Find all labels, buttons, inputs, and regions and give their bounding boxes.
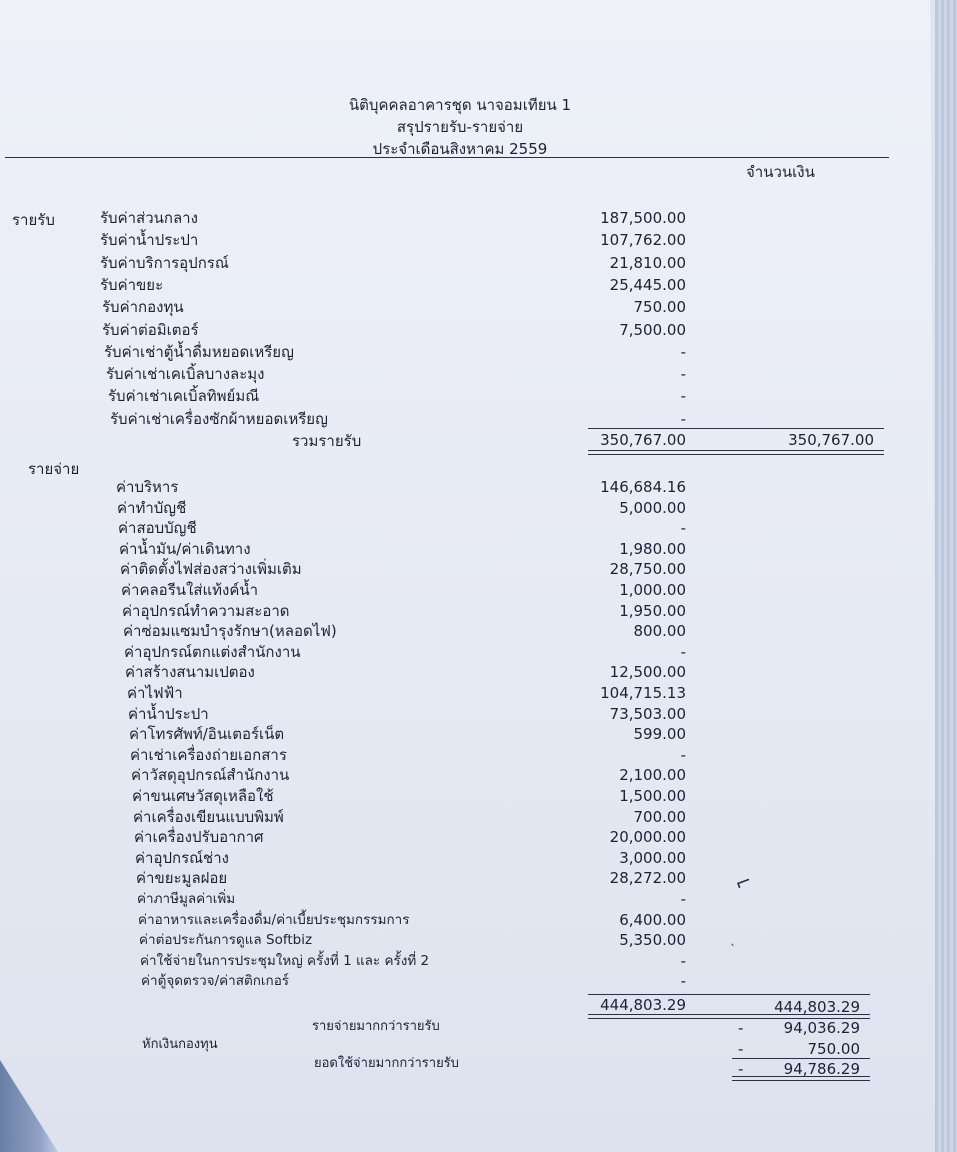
row-amount: -	[680, 519, 686, 538]
row-amount: 146,684.16	[600, 478, 686, 496]
row-amount: 1,950.00	[619, 601, 686, 620]
row-amount: -	[680, 972, 686, 991]
document-title: สรุปรายรับ-รายจ่าย	[396, 118, 524, 136]
row-label: ค่าสร้างสนามเปตอง	[125, 663, 255, 682]
row-amount: -	[680, 745, 686, 764]
row-label: ค่าไฟฟ้า	[127, 684, 183, 702]
row-label: ค่าต่อประกันการดูแล Softbiz	[139, 932, 313, 949]
row-label: ค่าคลอรีนใส่แท้งค์น้ำ	[121, 581, 259, 599]
row-amount: -	[680, 387, 686, 406]
row-label: รับค่าเช่าเคเบิ้ลบางละมุง	[106, 365, 265, 384]
row-amount: 12,500.00	[609, 663, 686, 682]
row-label: ค่าทำบัญชี	[117, 498, 187, 517]
handwritten-check-mark: ⌐	[731, 867, 756, 897]
income-subtotal-rule	[588, 428, 884, 429]
row-amount: 6,400.00	[619, 910, 686, 929]
final-double-rule	[732, 1076, 870, 1081]
over-budget-amount: 94,036.29	[783, 1019, 860, 1037]
row-label: ค่าโทรศัพท์/อินเตอร์เน็ต	[129, 725, 285, 744]
income-total-amount: 350,767.00	[788, 431, 874, 449]
row-amount: 5,350.00	[619, 931, 686, 950]
row-label: ค่าขนเศษวัสดุเหลือใช้	[132, 787, 274, 805]
row-amount: -	[680, 642, 686, 661]
row-amount: 187,500.00	[600, 209, 686, 227]
row-label: รับค่าเช่าเคเบิ้ลทิพย์มณี	[108, 387, 260, 406]
row-amount: 800.00	[633, 622, 686, 641]
row-amount: 21,810.00	[609, 253, 686, 272]
row-label: รับค่าต่อมิเตอร์	[102, 320, 199, 339]
row-amount: 599.00	[633, 725, 686, 744]
expense-subtotal-amount: 444,803.29	[600, 996, 686, 1014]
final-balance-amount: 94,786.29	[783, 1060, 860, 1078]
row-label: ค่าเครื่องเขียนแบบพิมพ์	[133, 807, 284, 826]
row-amount: 1,980.00	[619, 539, 686, 558]
row-amount: 750.00	[633, 298, 686, 317]
row-amount: 104,715.13	[600, 684, 686, 702]
expense-subtotal-rule	[588, 994, 870, 995]
fund-deduction-label: หักเงินกองทุน	[142, 1037, 218, 1052]
fund-deduction-amount: 750.00	[807, 1040, 860, 1058]
amount-column-header: จำนวนเงิน	[746, 163, 815, 181]
row-label: ค่าเช่าเครื่องถ่ายเอกสาร	[130, 745, 287, 764]
row-amount: 1,000.00	[619, 581, 686, 599]
final-balance-dash: -	[738, 1060, 744, 1078]
row-label: รับค่าส่วนกลาง	[100, 209, 198, 227]
row-label: ค่าใช้จ่ายในการประชุมใหญ่ ครั้งที่ 1 และ ครั้งที่ 2	[140, 952, 430, 969]
over-budget-label: รายจ่ายมากกว่ารายรับ	[312, 1019, 440, 1034]
row-amount: -	[680, 409, 686, 428]
document-org-name: นิติบุคคลอาคารชุด นาจอมเทียน 1	[348, 96, 572, 114]
row-label: รับค่าเช่าเครื่องซักผ้าหยอดเหรียญ	[110, 409, 328, 428]
row-amount: 1,500.00	[619, 787, 686, 805]
income-subtotal-amount: 350,767.00	[600, 431, 686, 449]
row-amount: 7,500.00	[619, 320, 686, 339]
row-label: ค่าน้ำมัน/ค่าเดินทาง	[119, 539, 251, 558]
row-amount: -	[680, 365, 686, 384]
expense-section-label: รายจ่าย	[28, 460, 80, 478]
income-total-label: รวมรายรับ	[292, 432, 362, 450]
row-amount: 25,445.00	[609, 275, 686, 294]
row-amount: 700.00	[633, 807, 686, 826]
row-label: ค่าวัสดุอุปกรณ์สำนักงาน	[131, 766, 290, 785]
row-amount: 107,762.00	[600, 231, 686, 250]
row-label: ค่าอุปกรณ์ช่าง	[135, 848, 229, 867]
row-label: รับค่าบริการอุปกรณ์	[100, 253, 229, 272]
row-label: ค่าเครื่องปรับอากาศ	[134, 828, 264, 847]
row-label: ค่าสอบบัญชี	[118, 519, 197, 538]
row-label: รับค่ากองทุน	[102, 298, 184, 317]
header-rule	[5, 157, 889, 158]
background-board	[935, 0, 957, 1152]
row-label: ค่าภาษีมูลค่าเพิ่ม	[137, 891, 236, 907]
final-rule	[732, 1058, 870, 1059]
row-label: รับค่าน้ำประปา	[100, 231, 199, 250]
row-label: ค่าน้ำประปา	[128, 704, 209, 723]
row-label: รับค่าเช่าตู้น้ำดื่มหยอดเหรียญ	[104, 342, 294, 361]
row-label: รับค่าขยะ	[100, 275, 164, 294]
row-label: ค่าซ่อมแซมบำรุงรักษา(หลอดไฟ)	[123, 622, 337, 641]
row-label: ค่าขยะมูลฝอย	[136, 869, 228, 888]
income-section-label: รายรับ	[12, 211, 55, 229]
row-amount: 28,272.00	[609, 869, 686, 888]
document-period: ประจำเดือนสิงหาคม 2559	[372, 140, 548, 158]
row-amount: 20,000.00	[609, 828, 686, 847]
row-amount: -	[680, 890, 686, 908]
final-balance-label: ยอดใช้จ่ายมากกว่ารายรับ	[314, 1056, 459, 1071]
row-label: ค่าอุปกรณ์ตกแต่งสำนักงาน	[124, 642, 301, 661]
expense-total-amount: 444,803.29	[774, 998, 860, 1016]
row-amount: 73,503.00	[609, 704, 686, 723]
row-amount: 5,000.00	[619, 498, 686, 517]
row-amount: 3,000.00	[619, 848, 686, 867]
row-amount: -	[680, 342, 686, 361]
row-amount: 2,100.00	[619, 766, 686, 785]
fund-deduction-dash: -	[738, 1040, 744, 1058]
handwritten-tick-mark: ˎ	[730, 932, 736, 946]
row-label: ค่าบริหาร	[116, 478, 179, 496]
row-label: ค่าติดตั้งไฟส่องสว่างเพิ่มเติม	[120, 560, 302, 579]
row-label: ค่าตู้จุดตรวจ/ค่าสติกเกอร์	[141, 973, 290, 990]
row-label: ค่าอาหารและเครื่องดื่ม/ค่าเบี้ยประชุมกรรมการ	[138, 911, 410, 928]
row-amount: -	[680, 951, 686, 970]
row-label: ค่าอุปกรณ์ทำความสะอาด	[122, 601, 290, 620]
over-budget-dash: -	[738, 1019, 744, 1037]
income-total-double-rule	[588, 450, 884, 455]
row-amount: 28,750.00	[609, 560, 686, 579]
